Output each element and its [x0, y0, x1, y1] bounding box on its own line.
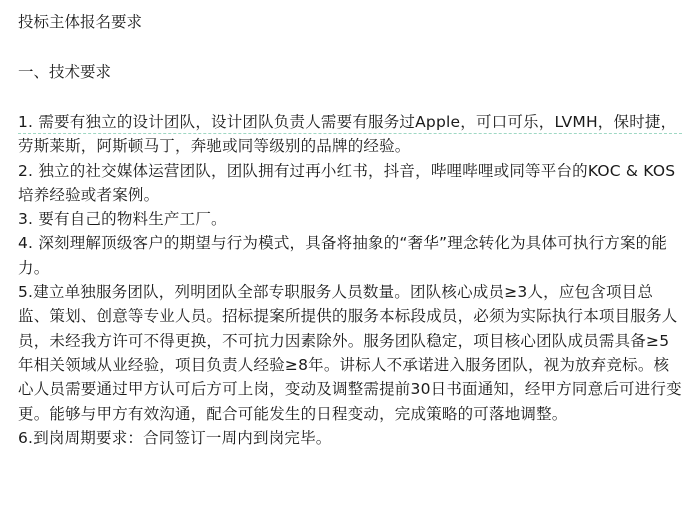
- requirement-item: [18, 110, 682, 159]
- requirement-item: 2. 独立的社交媒体运营团队，团队拥有过再小红书，抖音，哔哩哔哩或同等平台的KOC & KOS 培养经验或者案例。: [18, 161, 676, 204]
- requirement-text: 1. 需要有独立的设计团队，设计团队负责人需要有服务过Apple，可口可乐，LVMH，保时捷，劳斯莱斯，阿斯顿马丁，奔驰或同等级别的品牌的经验。: [18, 113, 677, 156]
- requirement-item: 5.建立单独服务团队，列明团队全部专职服务人员数量。团队核心成员≥3人，应包含项目总监、策划、创意等专业人员。招标提案所提供的服务本标段成员，必须为实际执行本项目服务人员，未经我方许可不得更换，不可抗力因素除外。服务团队稳定，项目核心团队成员需具备≥5年相关领域从业经验，项目负责人经验≥8年。讲标人不承诺进入服务团队，视为放弃竞标。核心人员需要通过甲方认可后方可上岗，变动及调整需提前30日书面通知，经甲方同意后可进行变更。能够与甲方有效沟通，配合可能发生的日程变动，完成策略的可落地调整。: [18, 283, 682, 423]
- section-heading: 一、技术要求: [18, 63, 112, 81]
- requirement-item: 6.到岗周期要求：合同签订一周内到岗完毕。: [18, 428, 332, 447]
- document-title: 投标主体报名要求: [18, 13, 143, 31]
- requirement-item: 4. 深刻理解顶级客户的期望与行为模式，具备将抽象的“奢华”理念转化为具体可执行方案的能力。: [18, 234, 668, 277]
- requirements-list: [18, 110, 682, 450]
- requirement-item: 3. 要有自己的物料生产工厂。: [18, 210, 227, 229]
- dashed-underline: [18, 133, 682, 134]
